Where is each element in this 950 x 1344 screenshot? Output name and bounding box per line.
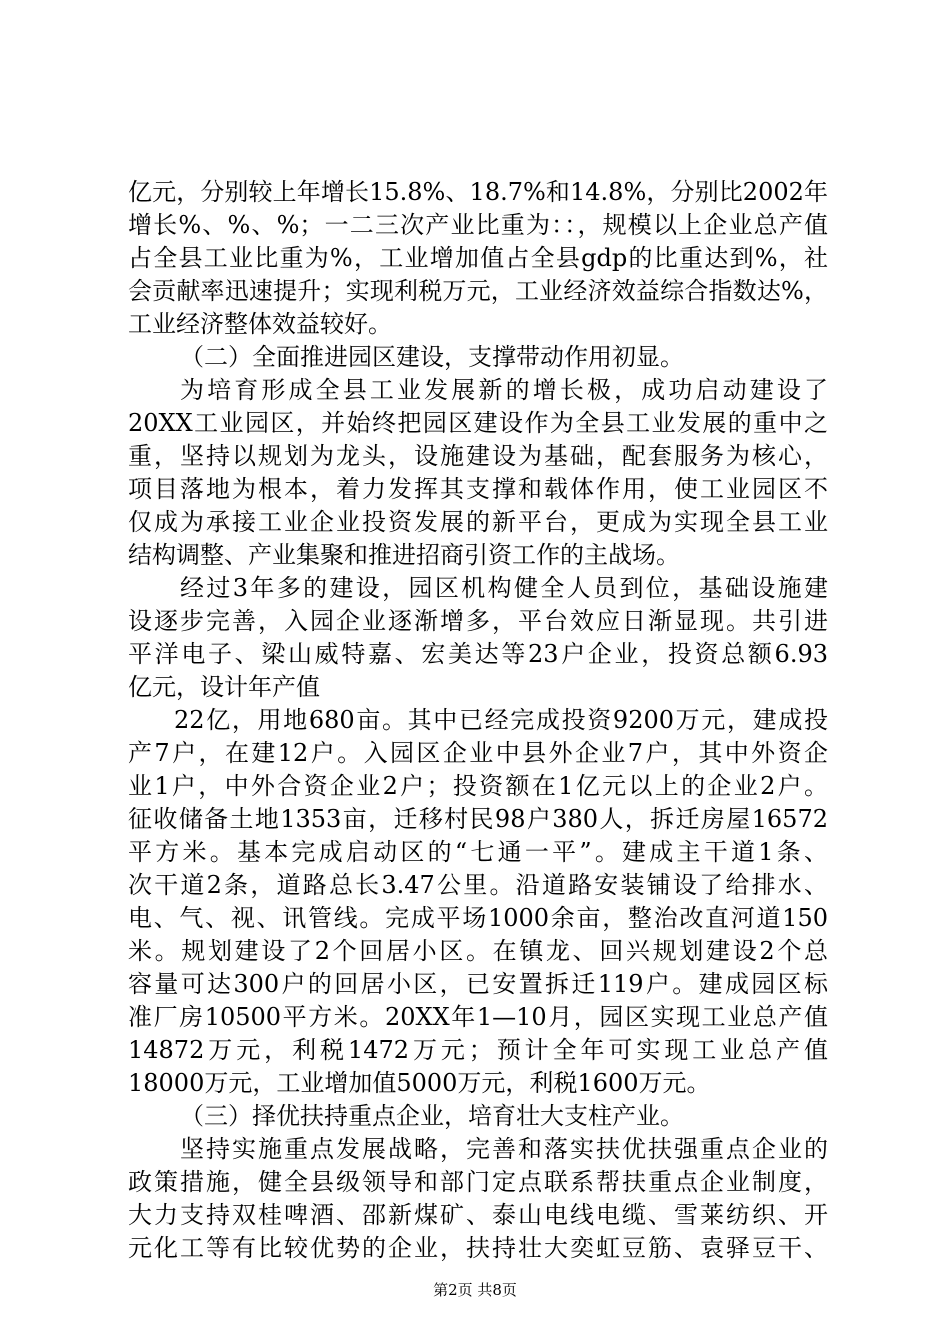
text-line: 18000万元，工业增加值5000万元，利税1600万元。	[128, 1069, 711, 1097]
text-line: 米。规划建设了2个回居小区。在镇龙、回兴规划建设2个总	[128, 937, 828, 965]
text-line: 平洋电子、梁山威特嘉、宏美达等23户企业，投资总额6.93	[128, 640, 828, 668]
text-line: 电、气、视、讯管线。完成平场1000余亩，整治改直河道150	[128, 904, 828, 932]
text-line: 重，坚持以规划为龙头，设施建设为基础，配套服务为核心，	[128, 442, 828, 470]
text-line: 产7户，在建12户。入园区企业中县外企业7户，其中外资企	[128, 739, 828, 767]
text-line: 项目落地为根本，着力发挥其支撑和载体作用，使工业园区不	[128, 475, 828, 503]
text-line: 14872万元，利税1472万元；预计全年可实现工业总产值	[128, 1036, 828, 1064]
text-line: 次干道2条，道路总长3.47公里。沿道路安装铺设了给排水、	[128, 871, 828, 899]
text-line: 准厂房10500平方米。20XX年1—10月，园区实现工业总产值	[128, 1003, 828, 1031]
text-line: 亿元，设计年产值	[128, 673, 320, 701]
text-line: 为培育形成全县工业发展新的增长极，成功启动建设了	[180, 376, 828, 404]
text-line: 容量可达300户的回居小区，已安置拆迁119户。建成园区标	[128, 970, 828, 998]
text-line: 会贡献率迅速提升；实现利税万元，工业经济效益综合指数达%，	[128, 277, 828, 305]
document-body	[128, 176, 828, 1265]
text-line: 政策措施，健全县级领导和部门定点联系帮扶重点企业制度，	[128, 1168, 828, 1196]
text-line: 20XX工业园区，并始终把园区建设作为全县工业发展的重中之	[128, 409, 828, 437]
text-line: 业1户，中外合资企业2户；投资额在1亿元以上的企业2户。	[128, 772, 828, 800]
text-line: 征收储备土地1353亩，迁移村民98户380人，拆迁房屋16572	[128, 805, 828, 833]
text-line: 22亿，用地680亩。其中已经完成投资9200万元，建成投	[174, 706, 828, 734]
text-line: 坚持实施重点发展战略，完善和落实扶优扶强重点企业的	[180, 1135, 828, 1163]
text-line: 占全县工业比重为%，工业增加值占全县gdp的比重达到%，社	[128, 244, 828, 272]
text-line: 仅成为承接工业企业投资发展的新平台，更成为实现全县工业	[128, 508, 828, 536]
text-line: 平方米。基本完成启动区的“七通一平”。建成主干道1条、	[128, 838, 828, 866]
page-number-footer: 第2页 共8页	[433, 1281, 517, 1299]
text-line: 大力支持双桂啤酒、邵新煤矿、泰山电线电缆、雪莱纺织、开	[128, 1201, 828, 1229]
text-line: 增长%、%、%；一二三次产业比重为：：，规模以上企业总产值	[128, 211, 828, 239]
text-line: 元化工等有比较优势的企业，扶持壮大奕虹豆筋、袁驿豆干、	[128, 1234, 828, 1262]
text-line: （三）择优扶持重点企业，培育壮大支柱产业。	[180, 1102, 684, 1130]
text-line: 结构调整、产业集聚和推进招商引资工作的主战场。	[128, 541, 680, 569]
text-line: 亿元，分别较上年增长15.8%、18.7%和14.8%，分别比2002年	[128, 178, 828, 206]
text-line: 经过3年多的建设，园区机构健全人员到位，基础设施建	[180, 574, 828, 602]
text-line: 工业经济整体效益较好。	[128, 310, 392, 338]
text-line: （二）全面推进园区建设，支撑带动作用初显。	[180, 343, 684, 371]
text-line: 设逐步完善，入园企业逐渐增多，平台效应日渐显现。共引进	[128, 607, 828, 635]
